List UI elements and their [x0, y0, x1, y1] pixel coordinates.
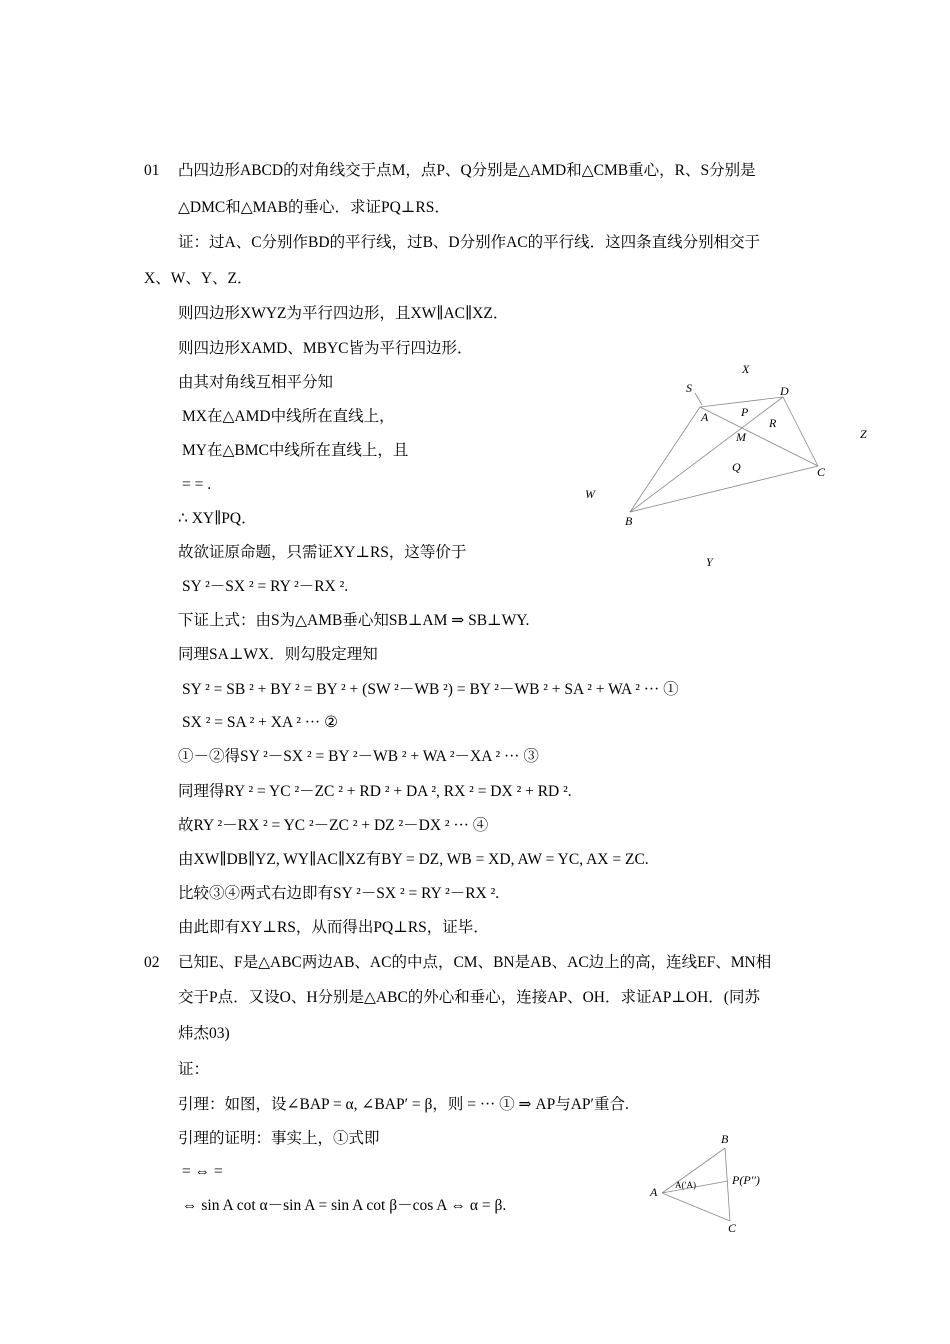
proof-line: ∴ XY∥PQ． — [178, 510, 257, 527]
quadrilateral-figure — [570, 355, 880, 575]
angle-label: A(ʹA) — [675, 1180, 696, 1190]
proof-line: X、W、Y、Z． — [144, 270, 253, 287]
label-q: Q — [732, 460, 741, 474]
proof-line: MY在△BMC中线所在直线上，且 — [182, 442, 409, 459]
problem-text: △DMC和△MAB的垂心．求证PQ⊥RS． — [178, 199, 450, 216]
triangle-figure — [640, 1128, 770, 1238]
proof-line: 下证上式：由S为△AMB垂心知SB⊥AM ⇒ SB⊥WY. — [178, 612, 530, 629]
proof-line: = ⇔ = — [182, 1163, 223, 1180]
label-r: R — [769, 416, 777, 430]
label-w: W — [585, 487, 595, 501]
label-c: C — [728, 1221, 737, 1235]
proof-line: SX ² = SA ² + XA ² ··· ② — [182, 714, 338, 731]
label-s: S — [686, 381, 692, 395]
proof-line: 证： — [178, 1061, 210, 1078]
problem-number: 01 — [144, 162, 160, 179]
label-a: A — [701, 410, 709, 424]
label-m: M — [736, 430, 746, 444]
problem-text: 已知E、F是△ABC两边AB、AC的中点，CM、BN是AB、AC边上的高，连线EF、MN相 — [178, 954, 772, 971]
proof-line: 同理SA⊥WX．则勾股定理知 — [178, 646, 378, 663]
proof-line: 故欲证原命题，只需证XY⊥RS，这等价于 — [178, 544, 467, 561]
proof-line: 证：过A、C分别作BD的平行线，过B、D分别作AC的平行线．这四条直线分别相交于 — [178, 234, 761, 251]
label-p: P — [741, 405, 749, 419]
proof-line: ⇔ sin A cot α－sin A = sin A cot β－cos A ⇔ α = β. — [182, 1197, 507, 1214]
proof-line: 由XW∥DB∥YZ, WY∥AC∥XZ有BY = DZ, WB = XD, AW = YC, AX = ZC. — [178, 851, 649, 868]
proof-line: SY ²－SX ² = RY ²－RX ². — [182, 578, 349, 595]
proof-line: 引理：如图，设∠BAP = α, ∠BAP′ = β，则 = ··· ① ⇒ AP与AP′重合. — [178, 1096, 629, 1113]
label-b: B — [625, 514, 633, 528]
proof-line: 由其对角线互相平分知 — [178, 374, 334, 391]
label-z: Z — [860, 427, 867, 441]
label-b: B — [721, 1132, 729, 1146]
label-d: D — [780, 384, 789, 398]
proof-line: ①－②得SY ²－SX ² = BY ²－WB ² + WA ²－XA ² ··· ③ — [178, 748, 539, 765]
proof-line: SY ² = SB ² + BY ² = BY ² + (SW ²－WB ²) = BY ²－WB ² + SA ² + WA ² ··· ① — [182, 681, 679, 698]
proof-line: 引理的证明：事实上，①式即 — [178, 1130, 380, 1147]
proof-line: MX在△AMD中线所在直线上， — [182, 408, 395, 425]
label-p: P(P′′) — [732, 1173, 760, 1187]
problem-text: 交于P点．又设O、H分别是△ABC的外心和垂心，连接AP、OH．求证AP⊥OH．(同苏 — [178, 989, 760, 1006]
problem-text: 炜杰03) — [178, 1025, 230, 1042]
label-c: C — [817, 465, 826, 479]
proof-line: 同理得RY ² = YC ²－ZC ² + RD ² + DA ², RX ² = DX ² + RD ². — [178, 783, 572, 800]
proof-line: 则四边形XAMD、MBYC皆为平行四边形． — [178, 340, 473, 357]
proof-line: 故RY ²－RX ² = YC ²－ZC ² + DZ ²－DX ² ··· ④ — [178, 817, 489, 834]
label-y: Y — [706, 555, 713, 569]
problem-number: 02 — [144, 954, 160, 971]
proof-line: 则四边形XWYZ为平行四边形，且XW∥AC∥XZ． — [178, 305, 509, 322]
proof-line: 由此即有XY⊥RS，从而得出PQ⊥RS，证毕． — [178, 919, 489, 936]
proof-line: 比较③④两式右边即有SY ²－SX ² = RY ²－RX ². — [178, 885, 500, 902]
label-a: A — [650, 1185, 658, 1199]
label-x: X — [742, 362, 750, 376]
proof-line: = = . — [182, 476, 212, 493]
problem-text: 凸四边形ABCD的对角线交于点M，点P、Q分别是△AMD和△CMB重心，R、S分别是 — [178, 162, 756, 179]
